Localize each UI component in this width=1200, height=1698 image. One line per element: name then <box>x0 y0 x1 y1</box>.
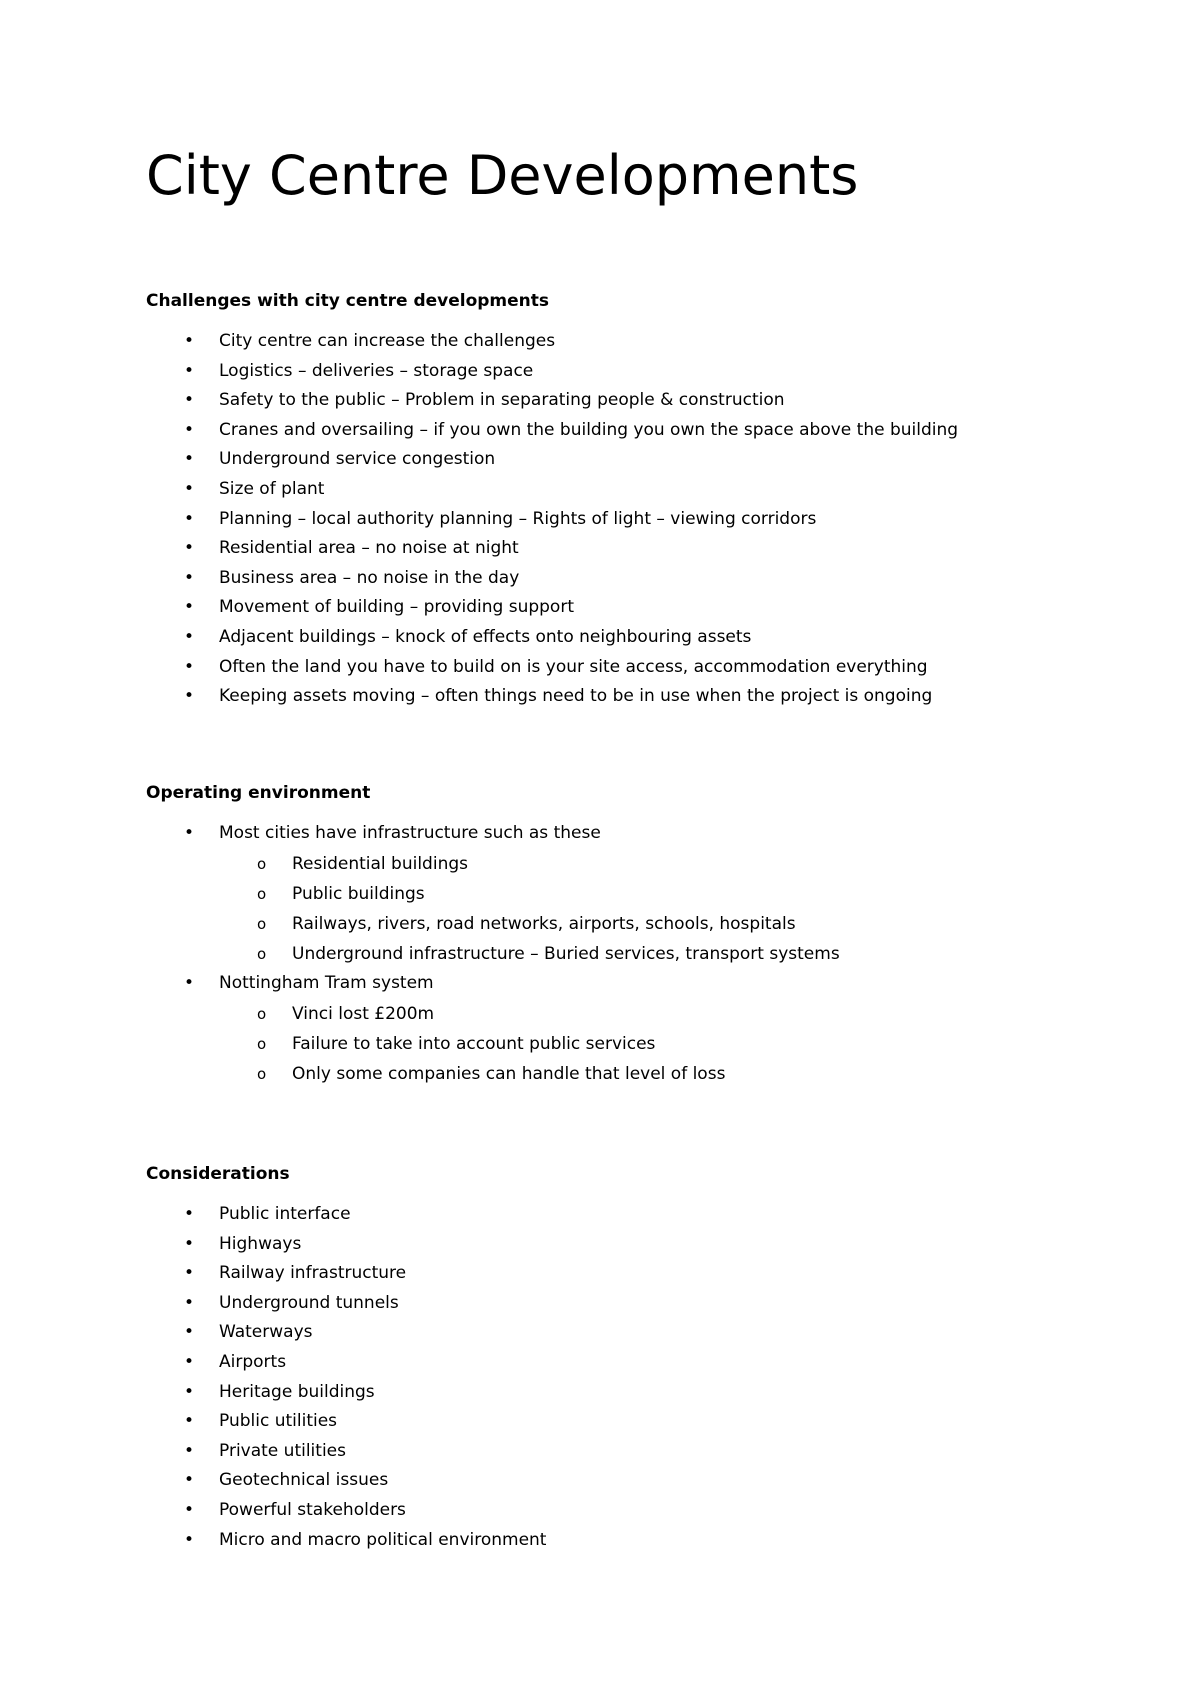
list-item-text: Geotechnical issues <box>219 1470 389 1491</box>
list-item <box>146 819 1146 969</box>
list-item <box>146 682 1146 712</box>
sub-list-item <box>219 999 1146 1029</box>
sub-list-item-text: Vinci lost £200m <box>292 1004 435 1024</box>
bullet-icon: • <box>184 419 195 440</box>
list-item <box>146 593 1146 623</box>
list-item-text: Highways <box>219 1233 302 1254</box>
list-item-text: Micro and macro political environment <box>219 1529 547 1550</box>
list-item <box>146 1289 1146 1319</box>
list-item-text: Underground tunnels <box>219 1292 399 1313</box>
sub-bullet-icon: o <box>257 915 267 933</box>
list-item-text: Size of plant <box>219 478 325 499</box>
list-item-text: Residential area – no noise at night <box>219 538 519 559</box>
bullet-icon: • <box>184 686 195 707</box>
bullet-icon: • <box>184 1292 195 1313</box>
bullet-list <box>146 327 1146 712</box>
document-title: City Centre Developments <box>146 144 859 207</box>
list-item <box>146 564 1146 594</box>
list-item-text: Airports <box>219 1351 287 1372</box>
bullet-icon: • <box>184 1233 195 1254</box>
bullet-icon: • <box>184 1470 195 1491</box>
sub-bullet-icon: o <box>257 884 267 903</box>
sub-list-item <box>219 1029 1146 1059</box>
sub-list-item-text: Underground infrastructure – Buried services, transport systems <box>292 944 840 965</box>
list-item <box>146 1407 1146 1437</box>
bullet-icon: • <box>184 1529 195 1550</box>
list-item <box>146 1318 1146 1348</box>
bullet-icon: • <box>184 1351 195 1372</box>
sub-list-item-text: Only some companies can handle that level of loss <box>292 1064 726 1085</box>
sub-list-item <box>219 939 1146 969</box>
bullet-icon: • <box>184 1204 195 1224</box>
list-item <box>146 1496 1146 1526</box>
list-item-text: Railway infrastructure <box>219 1263 407 1284</box>
list-item <box>146 1526 1146 1556</box>
list-item <box>146 1437 1146 1467</box>
bullet-icon: • <box>184 538 195 559</box>
sub-bullet-icon: o <box>257 854 267 873</box>
bullet-icon: • <box>184 360 195 381</box>
list-item <box>146 327 1146 357</box>
sub-list-item-text: Failure to take into account public services <box>292 1034 656 1055</box>
sub-bullet-icon: o <box>257 945 267 964</box>
list-item <box>146 505 1146 535</box>
bullet-icon: • <box>184 1322 195 1343</box>
sub-bullet-list <box>219 999 1146 1090</box>
bullet-icon: • <box>184 449 195 470</box>
list-item <box>146 1200 1146 1230</box>
list-item-text: Nottingham Tram system <box>219 973 434 994</box>
bullet-icon: • <box>184 626 195 647</box>
bullet-icon: • <box>184 1263 195 1284</box>
sub-list-item <box>219 1059 1146 1089</box>
bullet-icon: • <box>184 597 195 618</box>
bullet-icon: • <box>184 973 195 994</box>
bullet-list <box>146 1200 1146 1555</box>
list-item <box>146 1378 1146 1408</box>
list-item-text: City centre can increase the challenges <box>219 331 556 351</box>
bullet-icon: • <box>184 508 195 529</box>
section-considerations <box>146 1159 1146 1555</box>
bullet-icon: • <box>184 478 195 499</box>
list-item-text: Powerful stakeholders <box>219 1499 406 1520</box>
bullet-icon: • <box>184 656 195 677</box>
list-item-text: Movement of building – providing support <box>219 597 574 618</box>
sub-list-item-text: Residential buildings <box>292 853 468 874</box>
list-item <box>146 653 1146 683</box>
sub-bullet-list <box>219 849 1146 970</box>
list-item-text: Most cities have infrastructure such as these <box>219 823 601 843</box>
sub-bullet-icon: o <box>257 1035 267 1054</box>
sub-list-item-text: Public buildings <box>292 883 425 904</box>
list-item <box>146 386 1146 416</box>
list-item <box>146 534 1146 564</box>
sub-list-item <box>219 849 1146 879</box>
list-item-text: Private utilities <box>219 1440 346 1461</box>
section-heading: Considerations <box>146 1164 290 1184</box>
list-item-text: Cranes and oversailing – if you own the building you own the space above the building <box>219 419 959 440</box>
sub-list-item <box>219 879 1146 909</box>
list-item-text: Safety to the public – Problem in separating people & construction <box>219 390 785 411</box>
bullet-icon: • <box>184 1499 195 1520</box>
section-heading: Operating environment <box>146 783 371 803</box>
list-item-text: Business area – no noise in the day <box>219 567 520 588</box>
bullet-icon: • <box>184 390 195 411</box>
list-item <box>146 623 1146 653</box>
list-item <box>146 475 1146 505</box>
list-item-text: Heritage buildings <box>219 1381 375 1402</box>
list-item <box>146 1466 1146 1496</box>
list-item-text: Underground service congestion <box>219 449 496 470</box>
list-item <box>146 445 1146 475</box>
bullet-icon: • <box>184 823 195 843</box>
bullet-icon: • <box>184 567 195 588</box>
bullet-icon: • <box>184 1411 195 1432</box>
list-item <box>146 416 1146 446</box>
list-item-text: Public utilities <box>219 1411 338 1432</box>
list-item-text: Adjacent buildings – knock of effects onto neighbouring assets <box>219 626 752 647</box>
list-item <box>146 357 1146 387</box>
bullet-list <box>146 819 1146 1090</box>
bullet-icon: • <box>184 1440 195 1461</box>
list-item-text: Keeping assets moving – often things need to be in use when the project is ongoing <box>219 686 933 707</box>
bullet-icon: • <box>184 331 195 351</box>
list-item <box>146 1230 1146 1260</box>
list-item-text: Planning – local authority planning – Rights of light – viewing corridors <box>219 508 817 529</box>
sub-list-item-text: Railways, rivers, road networks, airports, schools, hospitals <box>292 914 796 934</box>
section-challenges <box>146 286 1146 712</box>
list-item-text: Waterways <box>219 1322 313 1343</box>
bullet-icon: • <box>184 1381 195 1402</box>
sub-bullet-icon: o <box>257 1005 267 1023</box>
list-item <box>146 1259 1146 1289</box>
section-operating-environment <box>146 778 1146 1090</box>
list-item-text: Public interface <box>219 1204 351 1224</box>
list-item <box>146 1348 1146 1378</box>
sub-list-item <box>219 909 1146 939</box>
sub-bullet-icon: o <box>257 1065 267 1084</box>
section-heading: Challenges with city centre developments <box>146 291 550 311</box>
list-item-text: Logistics – deliveries – storage space <box>219 360 534 381</box>
list-item <box>146 969 1146 1089</box>
list-item-text: Often the land you have to build on is your site access, accommodation everything <box>219 656 928 677</box>
